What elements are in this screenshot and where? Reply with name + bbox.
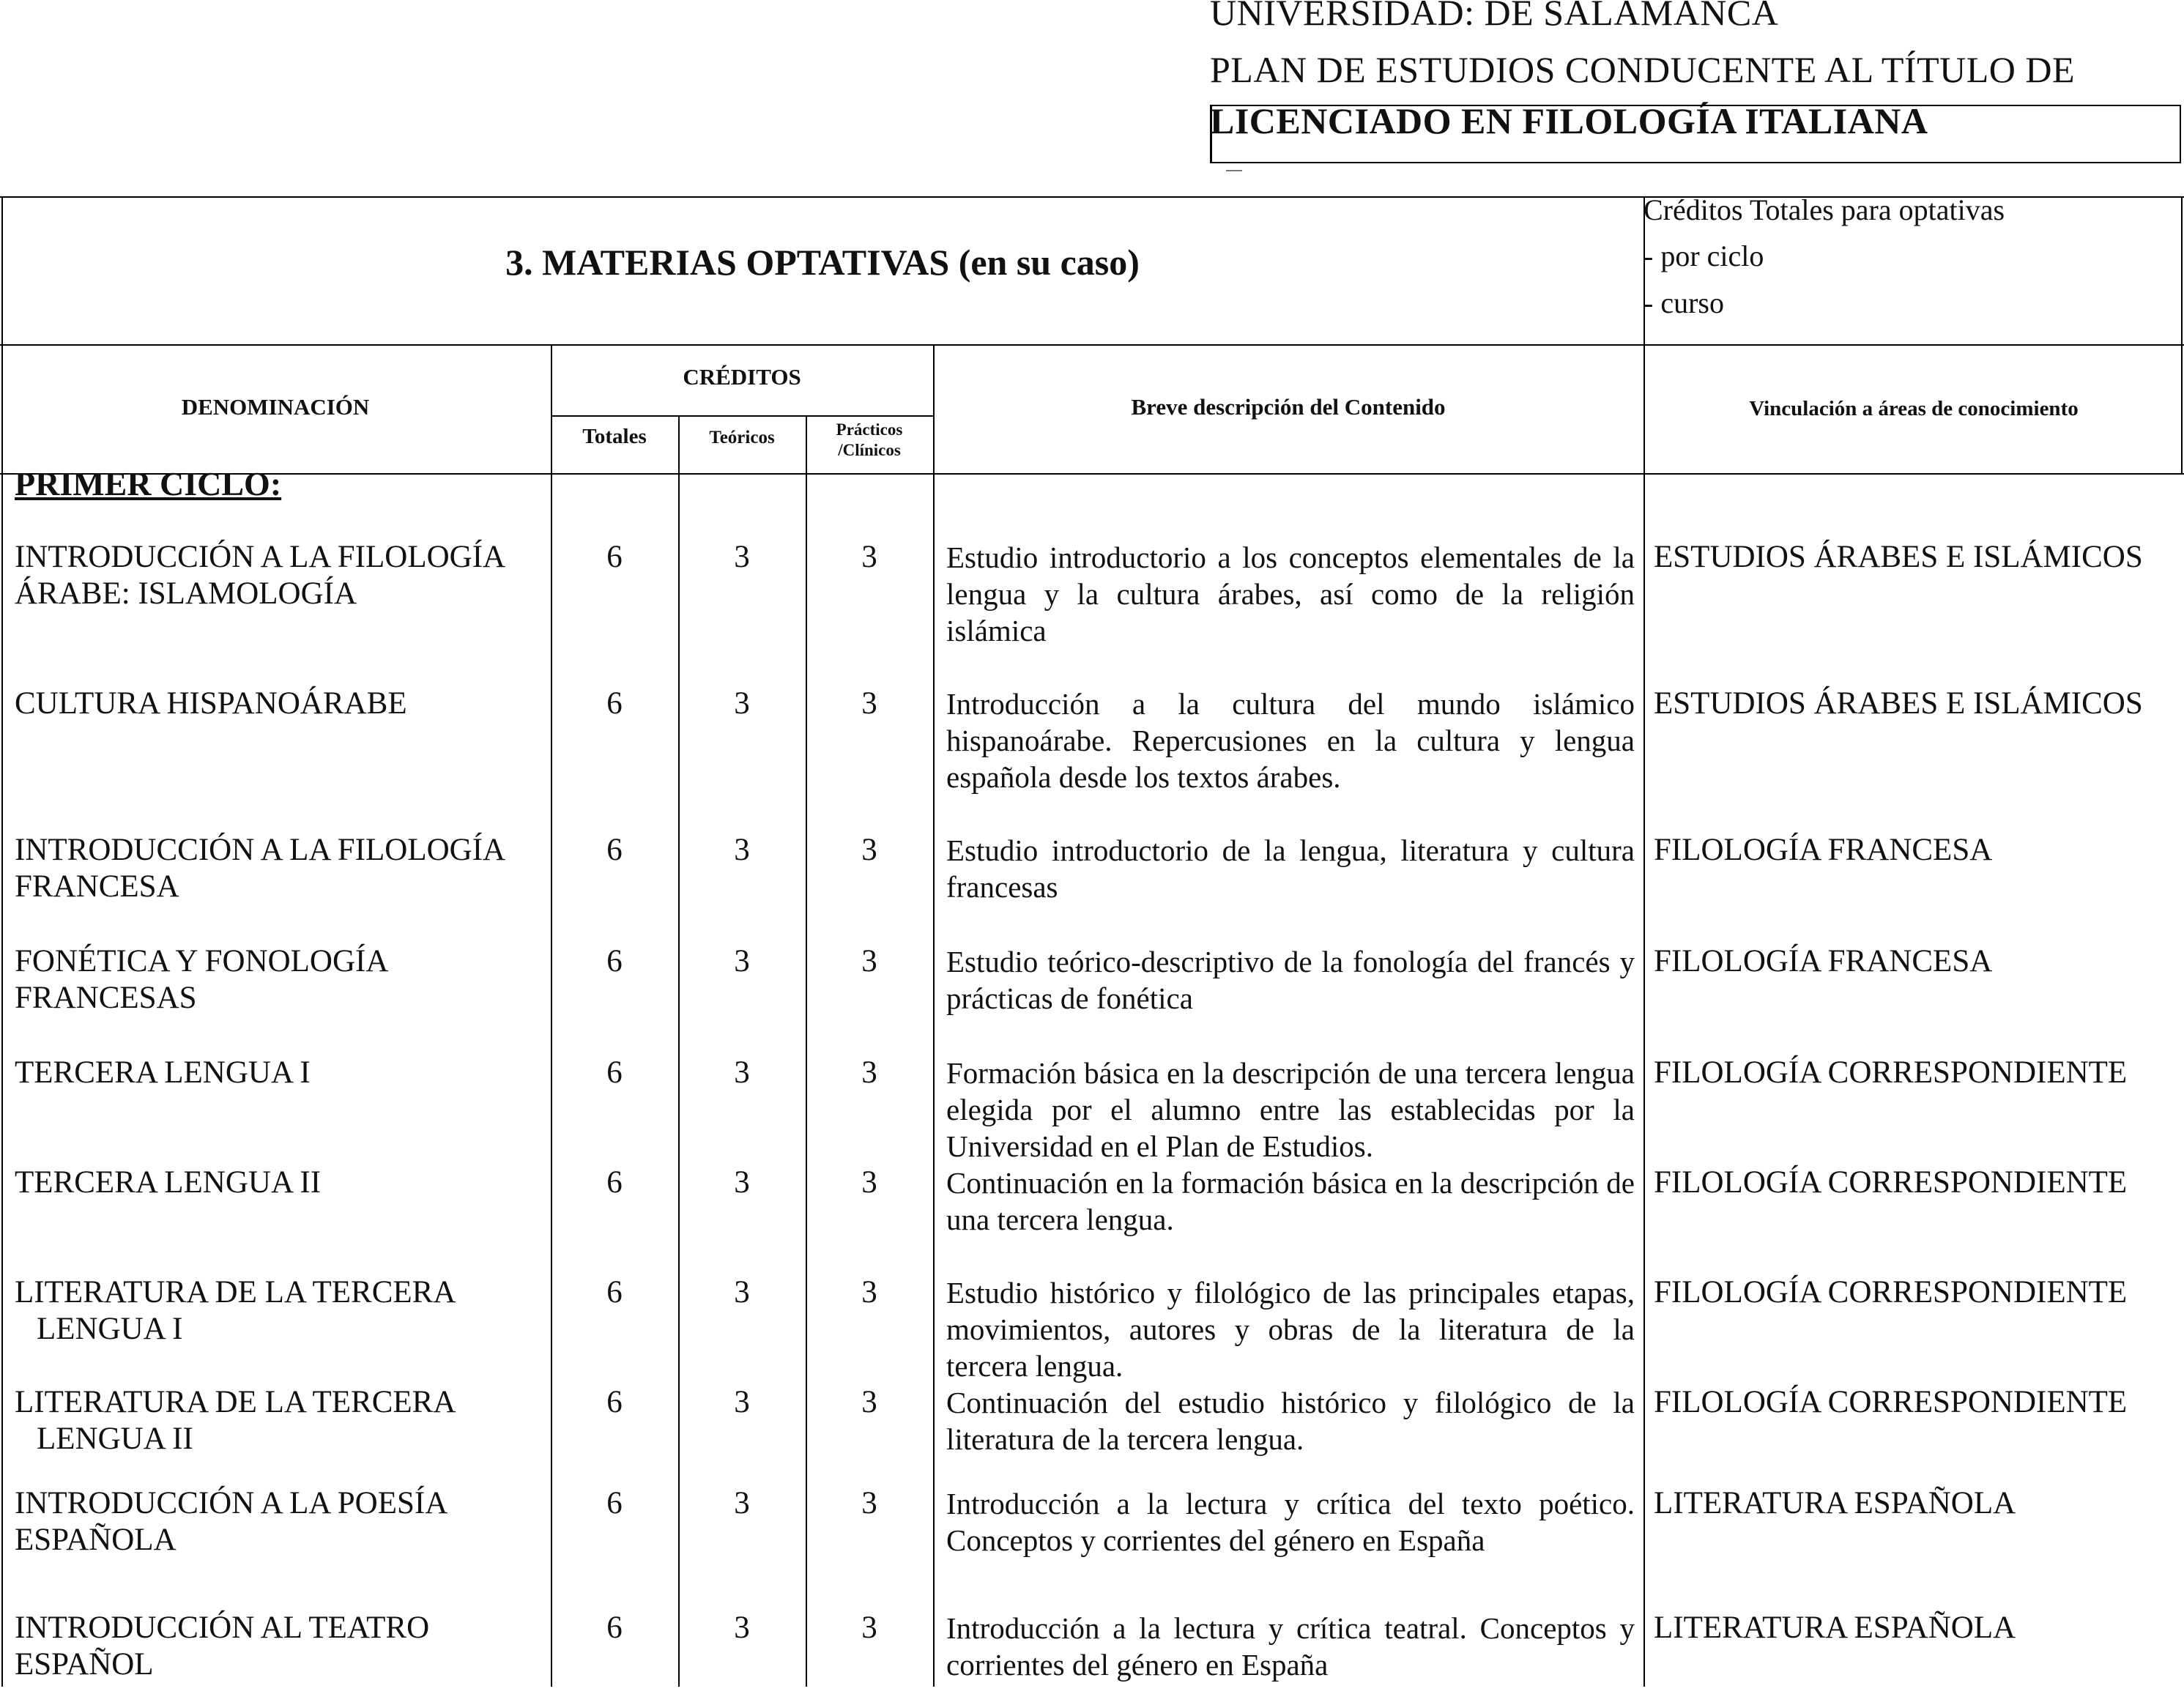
credits-practice: 3 (861, 1055, 877, 1090)
optativas-per-course: - curso (1643, 286, 1724, 319)
cycle-label: PRIMER CICLO: (15, 465, 282, 502)
header-bottom-border (0, 473, 2184, 475)
column-header-totales: Totales (582, 425, 647, 448)
knowledge-area: LITERATURA ESPAÑOLA (1654, 1486, 2016, 1520)
knowledge-area: ESTUDIOS ÁRABES E ISLÁMICOS (1654, 540, 2143, 574)
table-row (0, 1384, 2184, 1479)
subject-description: Continuación en la formación básica en la descripción de una tercera lengua. (946, 1166, 1635, 1236)
subject-name-line2: ESPAÑOL (15, 1647, 154, 1682)
credits-practice: 3 (861, 944, 877, 978)
plan-title: PLAN DE ESTUDIOS CONDUCENTE AL TÍTULO DE (1210, 49, 2076, 90)
table-row (0, 686, 2184, 794)
subject-name (15, 1055, 542, 1091)
subject-name-line2: FRANCESA (15, 869, 179, 904)
subject-name (15, 539, 542, 612)
subject-name-line1: LITERATURA DE LA TERCERA (15, 1385, 456, 1419)
column-header-denominacion: DENOMINACIÓN (181, 394, 370, 420)
credits-practice: 3 (861, 686, 877, 721)
column-header-teoricos: Teóricos (709, 428, 775, 447)
degree-box-left (1210, 105, 1212, 163)
subject-name (15, 1384, 542, 1457)
knowledge-area: ESTUDIOS ÁRABES E ISLÁMICOS (1654, 686, 2143, 721)
subject-name (15, 1610, 542, 1683)
table-right-border (2181, 196, 2183, 473)
subject-description: Introducción a la lectura y crítica teatral. Conceptos y corrientes del género en España (946, 1611, 1635, 1682)
credits-practice: 3 (861, 540, 877, 574)
credits-total: 6 (606, 540, 623, 574)
optativas-per-cycle: - por ciclo (1643, 239, 1764, 272)
credits-practice: 3 (861, 1611, 877, 1645)
subject-name-line2: LENGUA I (37, 1312, 183, 1346)
credits-total: 6 (606, 833, 623, 867)
subject-name-line2: ESPAÑOLA (15, 1523, 177, 1557)
table-row (0, 1485, 2184, 1580)
credits-total: 6 (606, 1165, 623, 1200)
credits-theory: 3 (734, 1275, 750, 1310)
subject-name-line1: INTRODUCCIÓN AL TEATRO (15, 1611, 430, 1645)
credits-theory: 3 (734, 833, 750, 867)
credits-theory: 3 (734, 944, 750, 978)
table-row (0, 832, 2184, 927)
subject-name (15, 686, 542, 722)
subject-name-line1: LITERATURA DE LA TERCERA (15, 1275, 456, 1310)
knowledge-area: FILOLOGÍA CORRESPONDIENTE (1654, 1385, 2128, 1419)
credits-theory: 3 (734, 1165, 750, 1200)
subject-name-line1: INTRODUCCIÓN A LA FILOLOGÍA (15, 833, 506, 867)
credits-theory: 3 (734, 1055, 750, 1090)
subject-name-line1: FONÉTICA Y FONOLOGÍA (15, 944, 389, 978)
subject-name-line2: LENGUA II (37, 1422, 193, 1456)
subject-name (15, 943, 542, 1017)
credits-practice: 3 (861, 1486, 877, 1520)
credits-total: 6 (606, 1055, 623, 1090)
credits-total: 6 (606, 1275, 623, 1310)
table-row (0, 1164, 2184, 1260)
credits-total: 6 (606, 1486, 623, 1520)
subject-description: Estudio introductorio a los conceptos elementales de la lengua y la cultura árabes, así como de la religión islámica (946, 541, 1635, 647)
subject-name-line1: INTRODUCCIÓN A LA FILOLOGÍA (15, 540, 506, 574)
subject-name-line1: INTRODUCCIÓN A LA POESÍA (15, 1486, 448, 1520)
credits-practice: 3 (861, 1165, 877, 1200)
credits-total: 6 (606, 944, 623, 978)
subject-description: Estudio introductorio de la lengua, literatura y cultura francesas (946, 833, 1635, 904)
section-title: 3. MATERIAS OPTATIVAS (en su caso) (505, 242, 1140, 283)
knowledge-area: FILOLOGÍA CORRESPONDIENTE (1654, 1055, 2128, 1090)
knowledge-area: LITERATURA ESPAÑOLA (1654, 1611, 2016, 1645)
subject-name (15, 1164, 542, 1201)
credits-total: 6 (606, 1611, 623, 1645)
credits-practice: 3 (861, 1275, 877, 1310)
credits-practice: 3 (861, 833, 877, 867)
knowledge-area: FILOLOGÍA FRANCESA (1654, 833, 1993, 867)
subject-name (15, 1274, 542, 1348)
column-header-vinculacion: Vinculación a áreas de conocimiento (1749, 397, 2079, 420)
credits-theory: 3 (734, 1611, 750, 1645)
subject-description: Continuación del estudio histórico y filológico de la literatura de la tercera lengua. (946, 1386, 1635, 1456)
subject-name-line1: TERCERA LENGUA I (15, 1055, 311, 1090)
table-row (0, 943, 2184, 1039)
optativas-credits-label: Créditos Totales para optativas (1643, 193, 2005, 226)
credits-theory: 3 (734, 1385, 750, 1419)
knowledge-area: FILOLOGÍA CORRESPONDIENTE (1654, 1275, 2128, 1310)
subject-description: Estudio histórico y filológico de las principales etapas, movimientos, autores y obras de la literatura de la tercera lengua. (946, 1276, 1635, 1383)
subject-description: Estudio teórico-descriptivo de la fonología del francés y prácticas de fonética (946, 945, 1635, 1015)
subject-name-line1: CULTURA HISPANOÁRABE (15, 686, 407, 721)
degree-box-right (2180, 105, 2181, 163)
knowledge-area: FILOLOGÍA FRANCESA (1654, 944, 1993, 978)
credits-theory: 3 (734, 540, 750, 574)
knowledge-area: FILOLOGÍA CORRESPONDIENTE (1654, 1165, 2128, 1200)
credits-total: 6 (606, 686, 623, 721)
table-row (0, 1610, 2184, 1705)
column-header-creditos: CRÉDITOS (683, 364, 801, 390)
credits-theory: 3 (734, 1486, 750, 1520)
subject-description: Introducción a la cultura del mundo islámico hispanoárabe. Repercusiones en la cultura y lengua española desde los textos árabes. (946, 687, 1635, 794)
table-row (0, 1055, 2184, 1163)
credits-theory: 3 (734, 686, 750, 721)
creditos-subdivider (551, 415, 933, 417)
credits-total: 6 (606, 1385, 623, 1419)
subject-description: Introducción a la lectura y crítica del texto poético. Conceptos y corrientes del género en España (946, 1487, 1635, 1557)
subject-name (15, 1485, 542, 1559)
column-header-practicos: Prácticos /Clínicos (836, 420, 903, 459)
degree-title: LICENCIADO EN FILOLOGÍA ITALIANA (1210, 100, 1928, 141)
degree-box-top (1210, 105, 2181, 106)
section-divider (0, 344, 2184, 346)
subject-name (15, 832, 542, 905)
subject-name-line2: FRANCESAS (15, 981, 197, 1015)
scan-mark (1226, 170, 1242, 171)
credits-practice: 3 (861, 1385, 877, 1419)
table-row (0, 539, 2184, 647)
university-name: UNIVERSIDAD: DE SALAMANCA (1210, 0, 1779, 33)
subject-name-line1: TERCERA LENGUA II (15, 1165, 322, 1200)
column-header-descripcion: Breve descripción del Contenido (1131, 394, 1446, 420)
table-row (0, 1274, 2184, 1383)
degree-box-bottom (1210, 162, 2181, 163)
subject-description: Formación básica en la descripción de una tercera lengua elegida por el alumno entre las establecidas por la Universidad en el Plan de Estudios. (946, 1056, 1635, 1163)
subject-name-line2: ÁRABE: ISLAMOLOGÍA (15, 576, 357, 611)
